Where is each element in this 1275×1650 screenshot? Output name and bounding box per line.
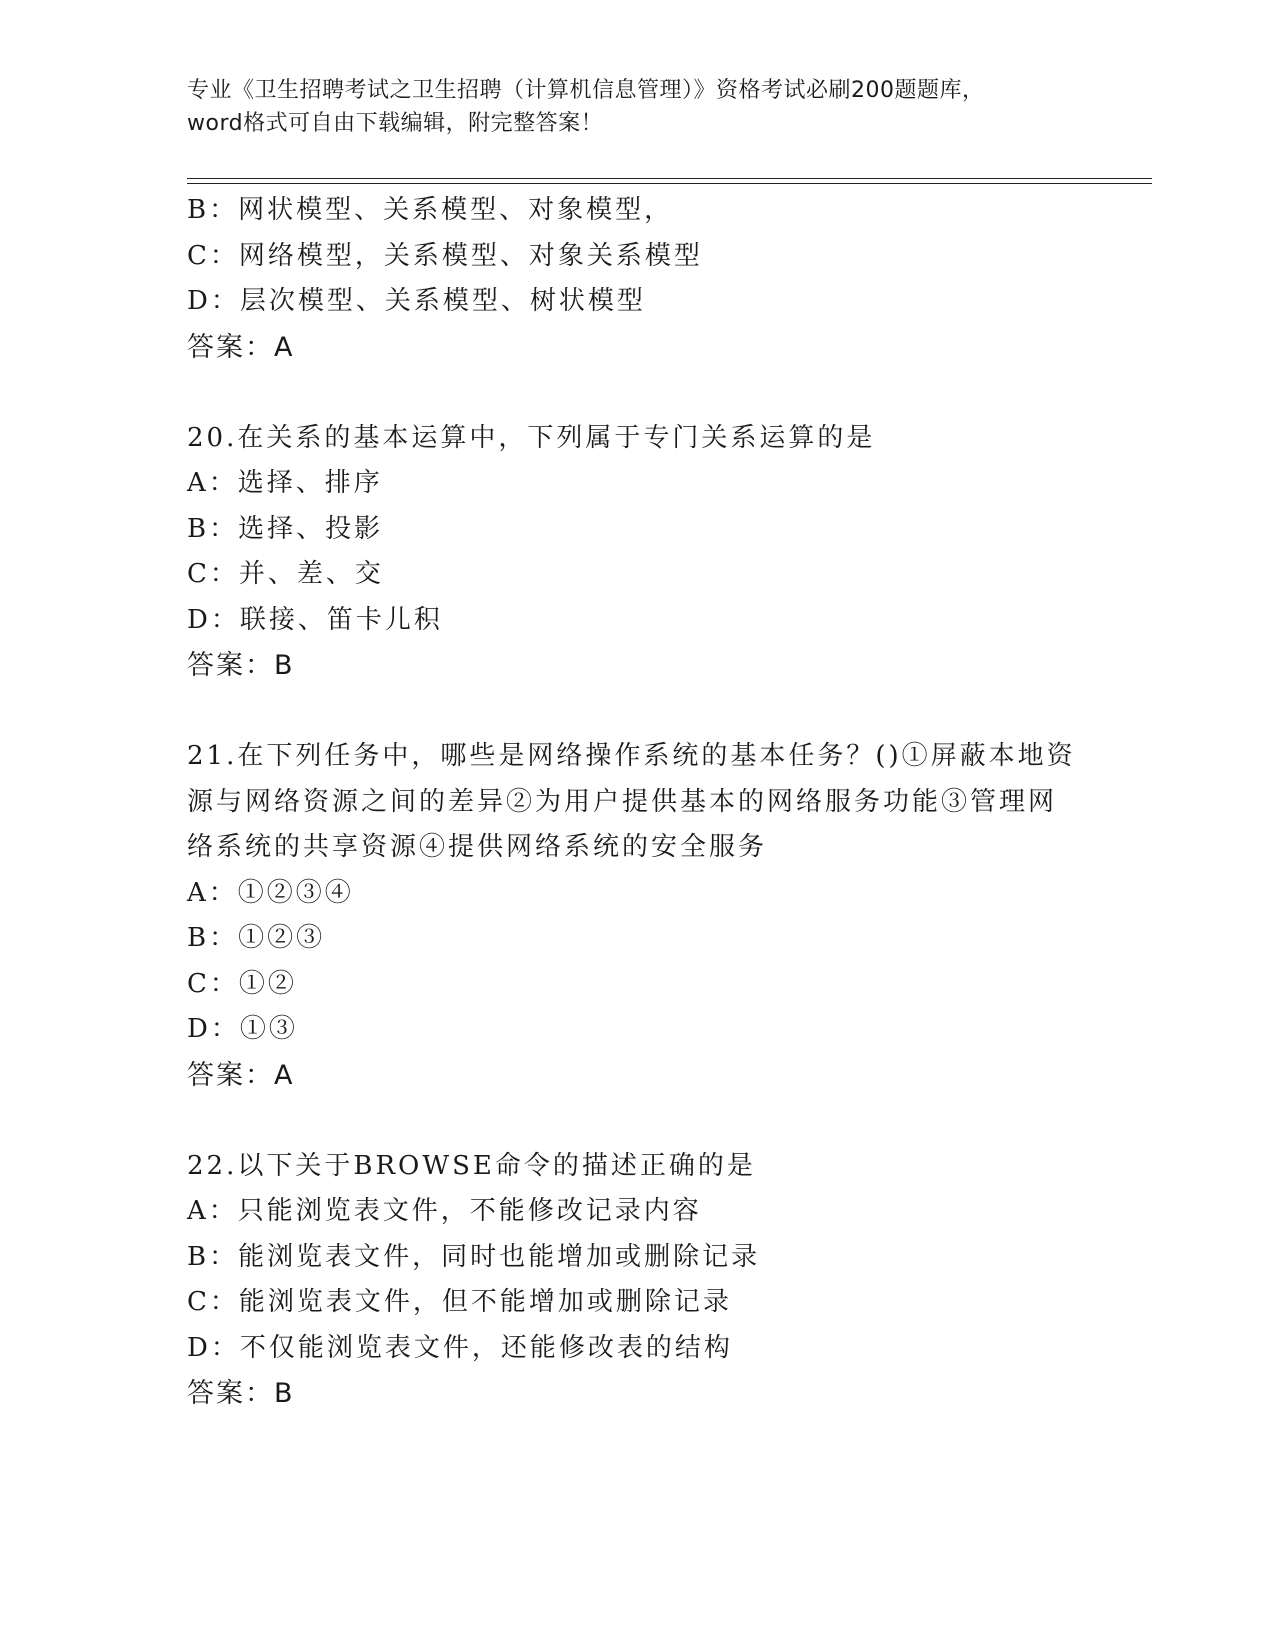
answer-line: 答案：B bbox=[187, 650, 295, 681]
option-c: C：并、差、交 bbox=[187, 559, 384, 589]
option-b: B：网状模型、关系模型、对象模型， bbox=[187, 195, 674, 225]
header-double-rule bbox=[187, 178, 1152, 184]
option-a: A：选择、排序 bbox=[187, 468, 383, 498]
spacer bbox=[187, 370, 1087, 416]
question-stem: 络系统的共享资源④提供网络系统的安全服务 bbox=[187, 832, 768, 862]
question-20 bbox=[187, 416, 1087, 689]
option-a: A：只能浏览表文件，不能修改记录内容 bbox=[187, 1196, 702, 1226]
question-stem: 源与网络资源之间的差异②为用户提供基本的网络服务功能③管理网 bbox=[187, 786, 1058, 817]
option-d: D：联接、笛卡儿积 bbox=[187, 604, 443, 635]
question-stem: 21.在下列任务中，哪些是网络操作系统的基本任务？()①屏蔽本地资 bbox=[187, 741, 1076, 771]
option-a: A：①②③④ bbox=[187, 877, 354, 908]
question-stem: 22.以下关于BROWSE命令的描述正确的是 bbox=[187, 1150, 756, 1181]
spacer bbox=[187, 689, 1087, 735]
option-b: B：选择、投影 bbox=[187, 513, 384, 544]
option-d: D：层次模型、关系模型、树状模型 bbox=[187, 286, 646, 316]
header-line-1: 专业《卫生招聘考试之卫生招聘（计算机信息管理）》资格考试必刷200题题库， bbox=[187, 78, 985, 103]
option-c: C：①② bbox=[187, 968, 297, 999]
answer-line: 答案：A bbox=[187, 331, 295, 363]
document-header bbox=[187, 74, 1087, 140]
option-d: D：不仅能浏览表文件，还能修改表的结构 bbox=[187, 1332, 733, 1363]
option-b: B：①②③ bbox=[187, 923, 326, 953]
spacer bbox=[187, 1098, 1087, 1144]
header-line-2: word格式可自由下载编辑，附完整答案！ bbox=[187, 111, 604, 136]
answer-line: 答案：A bbox=[187, 1059, 295, 1091]
question-22 bbox=[187, 1144, 1087, 1417]
option-b: B：能浏览表文件，同时也能增加或删除记录 bbox=[187, 1241, 761, 1272]
question-stem: 20.在关系的基本运算中，下列属于专门关系运算的是 bbox=[187, 422, 876, 453]
question-21 bbox=[187, 734, 1087, 1098]
option-c: C：网络模型，关系模型、对象关系模型 bbox=[187, 240, 703, 271]
answer-line: 答案：B bbox=[187, 1378, 295, 1409]
option-d: D：①③ bbox=[187, 1014, 298, 1044]
question-content bbox=[187, 188, 1087, 1417]
option-c: C：能浏览表文件，但不能增加或删除记录 bbox=[187, 1287, 732, 1317]
question-19-continued bbox=[187, 188, 1087, 370]
